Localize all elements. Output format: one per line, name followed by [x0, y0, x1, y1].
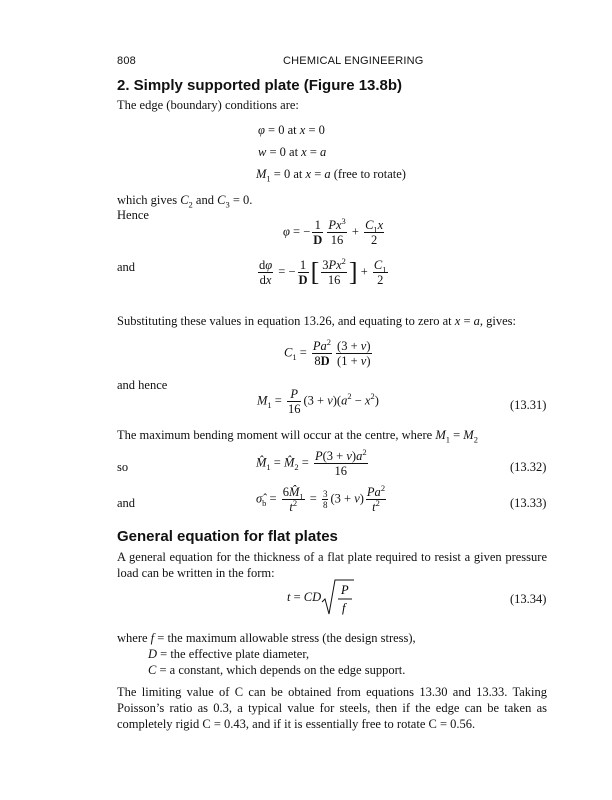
boundary-condition-phi: φ = 0 at x = 0 — [258, 123, 325, 137]
and-hence-label: and hence — [117, 378, 168, 392]
hence-label: Hence — [117, 208, 149, 222]
equation-c1: $C_1$ = $\frac{Pa^2}{8D}$ $\frac{(3 + \nu)}{(1 + \nu)}$ — [284, 336, 371, 368]
and-label-2: and — [117, 496, 136, 510]
where-f-text: = the maximum allowable stress (the design stress), — [157, 631, 416, 645]
closing-paragraph: The limiting value of C can be obtained from equations 13.30 and 13.33. Taking Poisson’s ratio as 0.3, a typical value for steels, then if the edge can be taken as completely rigid C = 0.43, and if it is essentially free to rotate C = 0.56. — [117, 685, 547, 731]
free-to-rotate-note: (free to rotate) — [333, 167, 406, 181]
boundary-condition-m1: $M_1 = 0$ at x = a (free to rotate) — [256, 167, 406, 184]
equation-thickness: t = CD P f — [287, 578, 355, 618]
flat-plate-intro: A general equation for the thickness of a flat plate required to resist a given pressure load can be written in the form: — [117, 550, 547, 580]
where-d-line: D = the effective plate diameter, — [148, 647, 310, 661]
running-title: CHEMICAL ENGINEERING — [283, 55, 424, 67]
boundary-condition-w: w = 0 at x = a — [258, 145, 327, 159]
and-label-1: and — [117, 260, 136, 274]
gives-suffix: , gives: — [479, 314, 517, 328]
equation-number-13-33: (13.33) — [510, 496, 547, 510]
max-moment-text: The maximum bending moment will occur at the centre, where $M_1 = M_2$ — [117, 428, 478, 445]
section-heading-flat-plates: General equation for flat plates — [117, 528, 338, 545]
equation-dphi-dx: $\frac{d\varphi}{dx}$ = − $\frac{1}{D}$ [ $\frac{3Px^2}{16}$ ] + $\frac{C_1}{2}$ — [259, 255, 387, 287]
section-heading: 2. Simply supported plate (Figure 13.8b) — [117, 77, 403, 94]
where-d-text: = the effective plate diameter, — [160, 647, 310, 661]
equation-number-13-31: (13.31) — [510, 398, 547, 412]
page-number: 808 — [117, 55, 136, 67]
equation-max-moment: $M̂_1$ = $M̂_2$ = $\frac{P(3 + \nu)a^2}{16}$ — [256, 446, 367, 478]
gives-c2-c3: which gives $C_2$ and $C_3 = 0$. — [117, 193, 253, 210]
where-c-text: = a constant, which depends on the edge support. — [159, 663, 406, 677]
equation-number-13-32: (13.32) — [510, 460, 547, 474]
where-c-line: C = a constant, which depends on the edge support. — [148, 663, 406, 677]
equation-number-13-34: (13.34) — [510, 592, 547, 606]
gives-text: which gives — [117, 193, 178, 207]
equation-m1: $M_1$ = $\frac{P}{16}$ $(3 + \nu)(a^2 - x^2)$ — [257, 387, 379, 416]
max-moment-sentence: The maximum bending moment will occur at the centre, where — [117, 428, 433, 442]
substituting-sentence: Substituting these values in equation 13.26, and equating to zero at — [117, 314, 452, 328]
substituting-text: Substituting these values in equation 13.26, and equating to zero at x = a, gives: — [117, 314, 517, 328]
svg-text:f: f — [342, 601, 346, 615]
edge-intro: The edge (boundary) conditions are: — [117, 98, 299, 112]
so-label: so — [117, 460, 129, 474]
sqrt-sign-icon — [321, 578, 355, 618]
equation-phi: φ = − $\frac{1}{D}$ $\frac{Px^3}{16}$ + $\frac{C_1x}{2}$ — [283, 215, 384, 247]
where-f-line: where f = the maximum allowable stress (the design stress), — [117, 631, 416, 645]
svg-text:P: P — [341, 583, 349, 597]
equation-max-stress: $\sigmâ_b$ = $\frac{6M̂_1}{t^2}$ = $\frac{3}{8}$ (3 + ν) $\frac{Pa^2}{t^2}$ — [256, 482, 386, 514]
